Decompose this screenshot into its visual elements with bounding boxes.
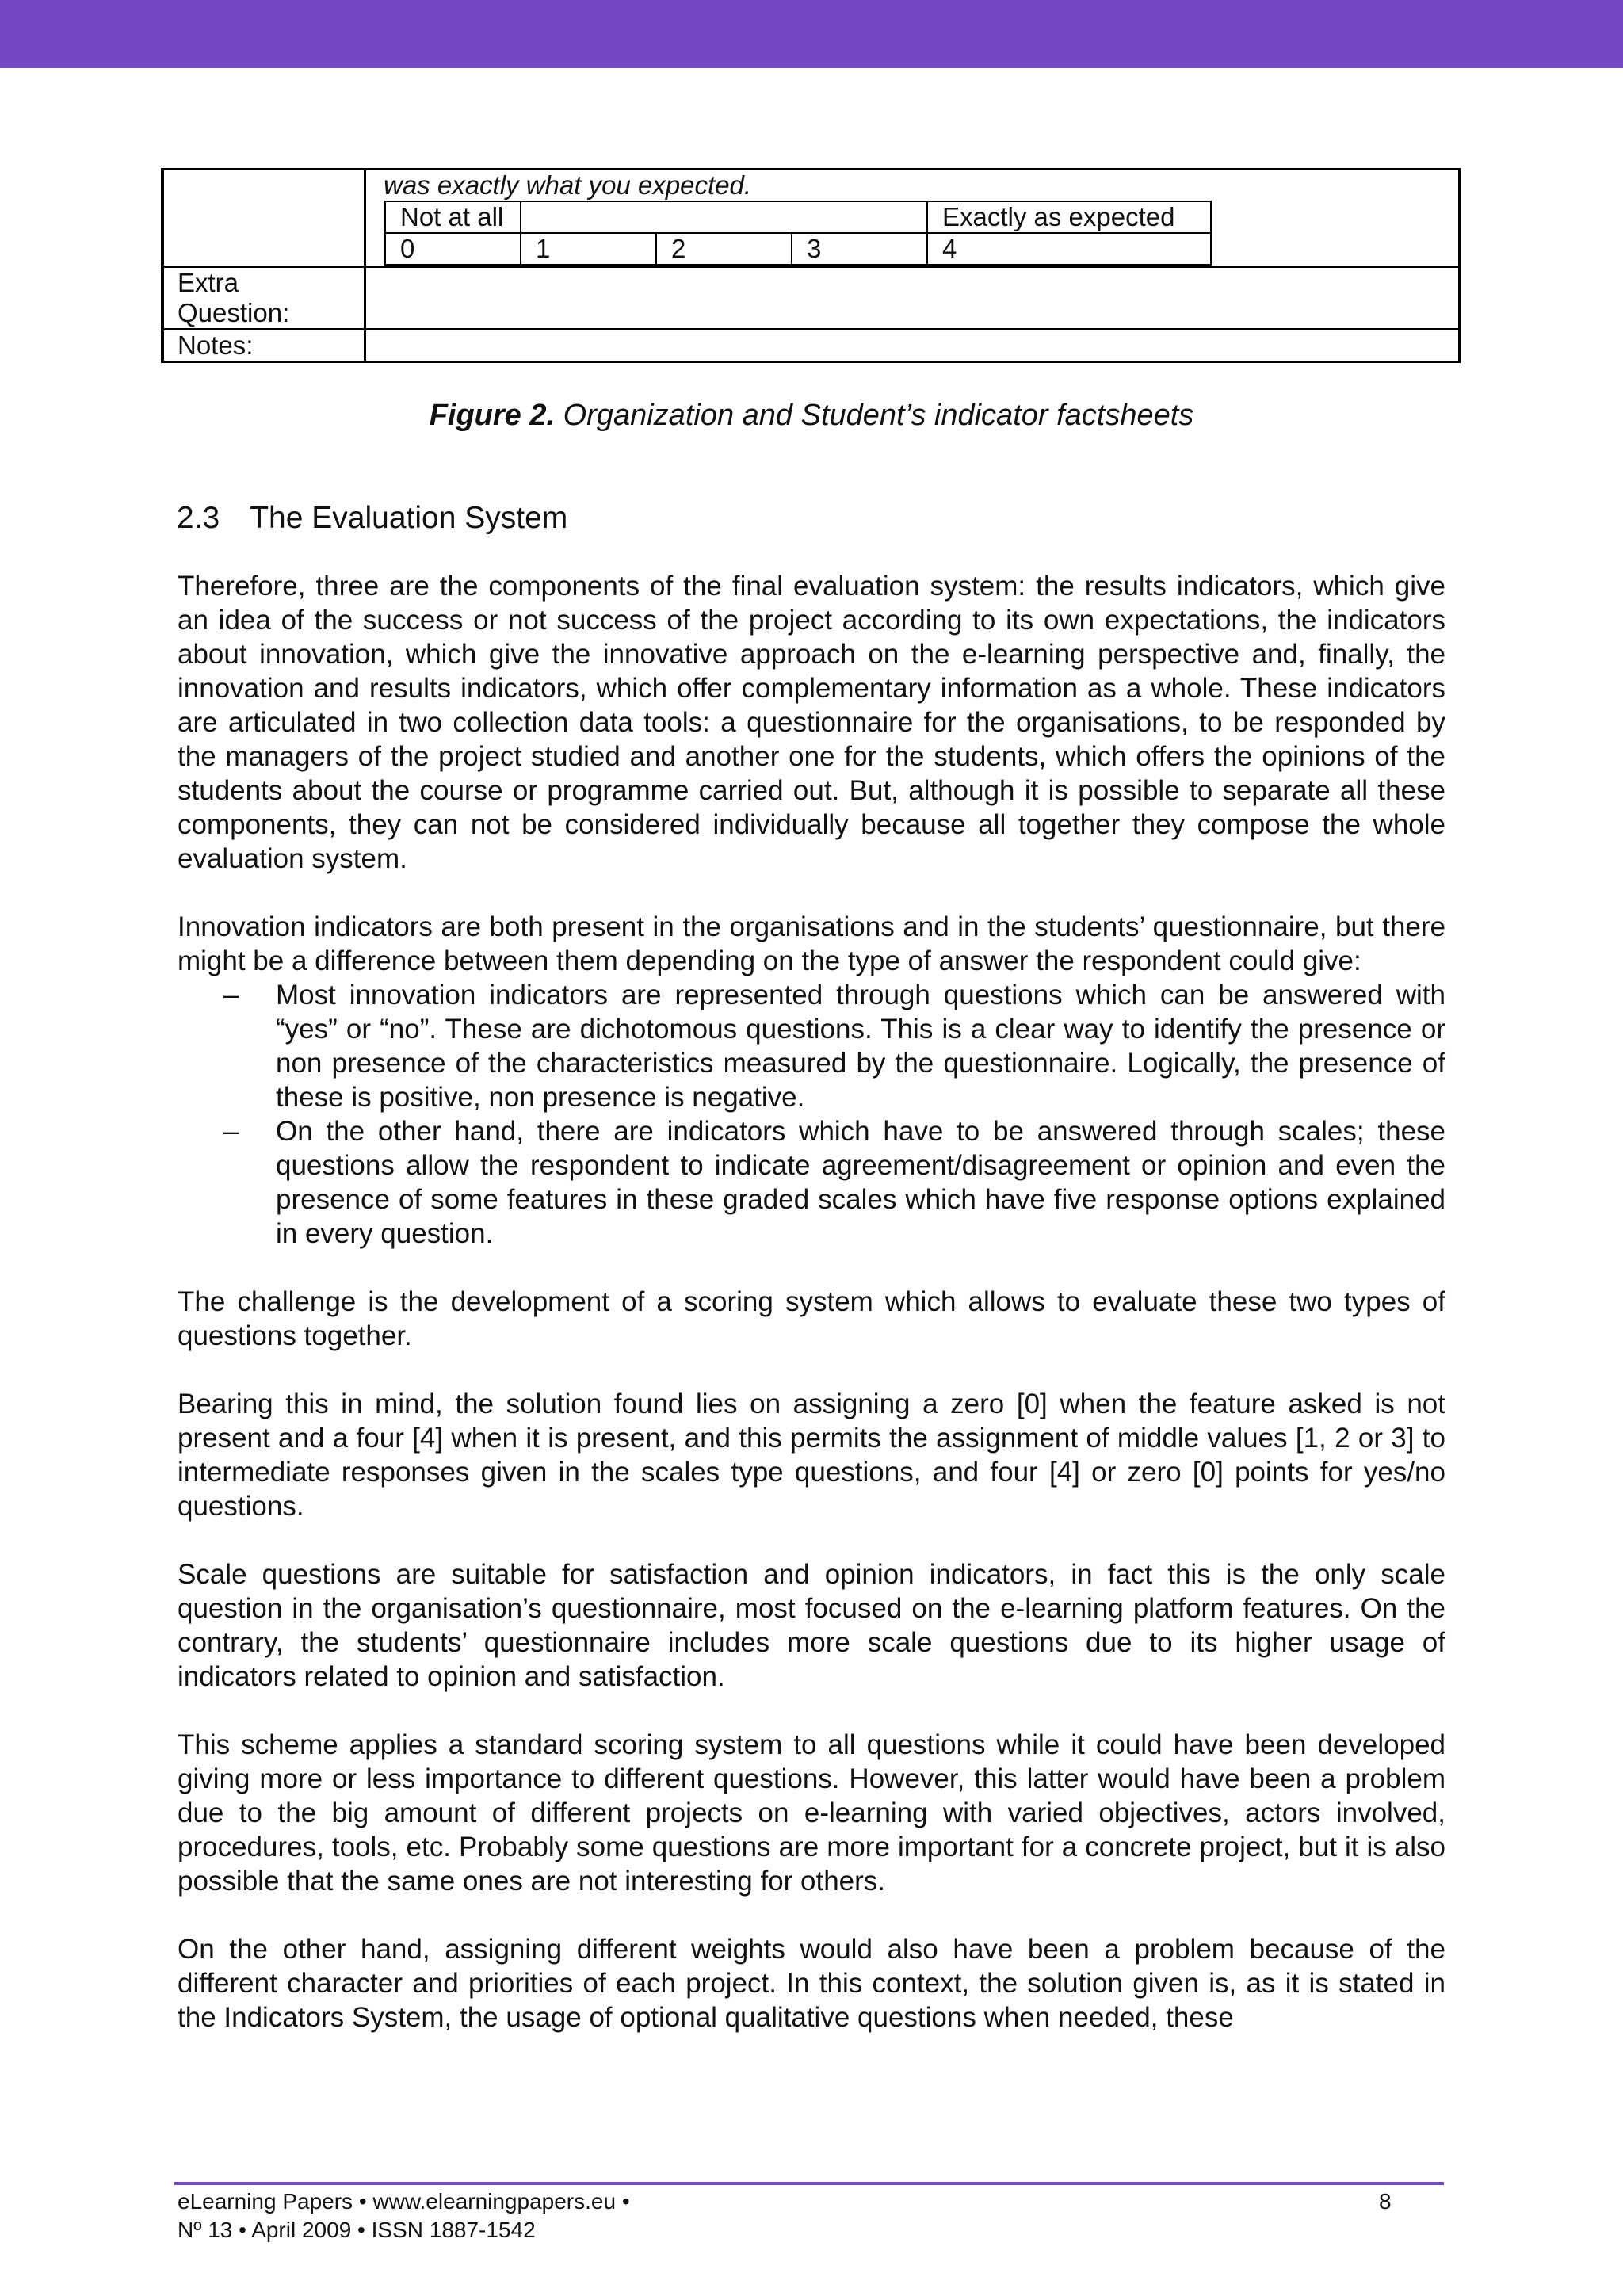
indicator-factsheet-table: [161, 168, 1461, 363]
figure-label: Figure 2.: [429, 399, 556, 432]
section-number: 2.3: [177, 501, 220, 535]
footer-line-1: eLearning Papers • www.elearningpapers.eu •: [178, 2189, 630, 2214]
scale-value: 0: [385, 233, 521, 265]
paragraph: The challenge is the development of a scoring system which allows to evaluate these two types of questions together.: [178, 1286, 1445, 1351]
scale-high-label: Exactly as expected: [927, 201, 1211, 233]
paragraph: On the other hand, assigning different weights would also have been a problem because of the different character and priorities of each project. In this context, the solution given is, as it is stated in the Indicators System, the usage of optional qualitative questions when needed, these: [178, 1934, 1445, 2033]
scale-value: 2: [656, 233, 792, 265]
question-cell: [365, 170, 1460, 267]
scale-low-label: Not at all: [385, 201, 521, 233]
bullet-dash: –: [223, 980, 239, 1010]
paragraph: Therefore, three are the components of the final evaluation system: the results indicators, which give an idea of the success or not success of the project according to its own expectations, the indicators about innovation, which give the innovative approach on the e-learning perspective and, finally, the innovation and results indicators, which offer complementary information as a whole. These indicators are articulated in two collection data tools: a questionnaire for the organisations, to be responded by the managers of the project studied and another one for the students, which offers the opinions of the students about the course or programme carried out. But, although it is possible to separate all these components, they can not be considered individually because all together they compose the whole evaluation system.: [178, 571, 1445, 874]
paragraph: Innovation indicators are both present in the organisations and in the students’ questionnaire, but there might be a difference between them depending on the type of answer the respondent could give:: [178, 911, 1445, 976]
extra-question-value: [365, 267, 1460, 330]
footer-line-2: Nº 13 • April 2009 • ISSN 1887-1542: [178, 2218, 536, 2242]
list-item-text: On the other hand, there are indicators which have to be answered through scales; these questions allow the respondent to indicate agreement/disagreement or opinion and even the presence of some features in these graded scales which have five response options explained in every question.: [276, 1116, 1445, 1249]
scale-value: 4: [927, 233, 1211, 265]
paragraph: This scheme applies a standard scoring system to all questions while it could have been developed giving more or less importance to different questions. However, this latter would have been a problem due to the big amount of different projects on e-learning with varied objectives, actors involved, procedures, tools, etc. Probably some questions are more important for a concrete project, but it is also possible that the same ones are not interesting for others.: [178, 1729, 1445, 1897]
question-text: was exactly what you expected.: [384, 170, 752, 200]
list-item-text: Most innovation indicators are represented through questions which can be answered with “yes” or “no”. These are dichotomous questions. This is a clear way to identify the presence or non presence of the characteristics measured by the questionnaire. Logically, the presence of these is positive, non presence is negative.: [276, 980, 1445, 1113]
figure-caption: [0, 399, 1623, 433]
footer: [178, 2187, 630, 2244]
bullet-dash: –: [223, 1116, 239, 1147]
section-heading: [177, 501, 567, 536]
notes-label: Notes:: [162, 330, 365, 362]
figure-caption-text: Organization and Student’s indicator factsheets: [563, 399, 1194, 432]
body-text: [178, 569, 1445, 2069]
label-cell-empty: [162, 170, 365, 267]
list-item: [178, 1114, 1445, 1251]
header-bar: [0, 0, 1623, 68]
paragraph: Bearing this in mind, the solution found lies on assigning a zero [0] when the feature asked is not present and a four [4] when it is present, and this permits the assignment of middle values [1, 2 or 3] to intermediate responses given in the scales type questions, and four [4] or zero [0] points for yes/no questions.: [178, 1389, 1445, 1522]
notes-value: [365, 330, 1460, 362]
rating-scale: [384, 201, 1212, 266]
section-title: The Evaluation System: [250, 501, 568, 535]
scale-value: 1: [521, 233, 656, 265]
extra-question-label: Extra Question:: [162, 267, 365, 330]
list-item: [178, 978, 1445, 1114]
scale-value: 3: [792, 233, 927, 265]
footer-rule: [174, 2182, 1444, 2185]
page-number: 8: [1379, 2189, 1392, 2214]
bullet-list: [178, 978, 1445, 1251]
paragraph: Scale questions are suitable for satisfaction and opinion indicators, in fact this is the only scale question in the organisation’s questionnaire, most focused on the e-learning platform features. On the contrary, the students’ questionnaire includes more scale questions due to its higher usage of indicators related to opinion and satisfaction.: [178, 1559, 1445, 1692]
scale-middle-blank: [521, 201, 927, 233]
